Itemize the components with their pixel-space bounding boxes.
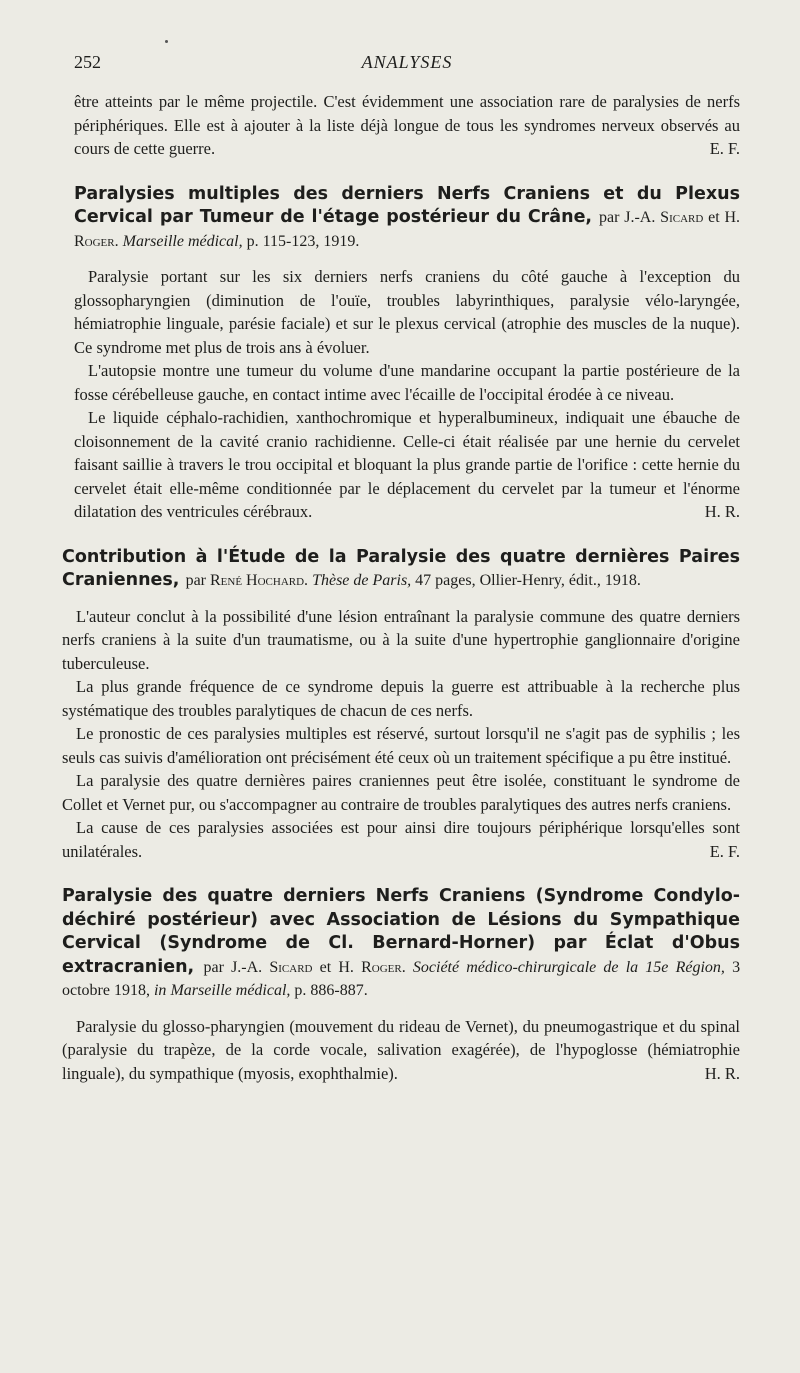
article-paragraph: La cause de ces paralysies associées est pour ainsi dire toujours périphérique lorsqu'elles sont unilatérales. E. F. <box>62 816 740 863</box>
article-title <box>74 183 740 254</box>
article-sicard-roger-eclat-obus <box>62 885 740 1085</box>
author-name: René Hochard. <box>210 572 309 589</box>
author-name: Sicard <box>269 958 313 976</box>
author-name: Roger. <box>74 232 119 250</box>
article-signature: E. F. <box>709 841 740 861</box>
article-paragraph: La paralysie des quatre dernières paires craniennes peut être isolée, constituant le syndrome de Collet et Vernet pur, ou s'accompagner au contraire de troubles paralytiques des autres nerfs craniens. <box>62 771 740 814</box>
print-speck <box>165 40 168 43</box>
running-head: ANALYSES <box>361 52 453 72</box>
page-header <box>74 52 740 76</box>
intro-paragraph <box>74 90 740 161</box>
article-paragraph: Le liquide céphalo-rachidien, xanthochromique et hyperalbumineux, indiquait une ébauche de cloisonnement de la cavité cranio rachidienne. Celle-ci était réalisée par une hernie du cervelet faisant saillie à travers le trou occipital et bloquant la plus grande partie de l'orifice : cette hernie du cervelet était elle-même conditionnée par le déplacement du cervelet par la tumeur et l'énorme dilatation des ventricules cérébraux. H. R. <box>74 406 740 524</box>
intro-text: être atteints par le même projectile. C'est évidemment une association rare de paralysies de nerfs périphériques. Elle est à ajouter à la liste déjà longue de tous les syndromes nerveux observés au cours de cette guerre. <box>74 92 740 158</box>
article-signature: H. R. <box>704 502 740 521</box>
article-paragraph: Paralysie du glosso-pharyngien (mouvement du rideau de Vernet), du pneumogastrique et du spinal (paralysie du trapèze, de la corde vocale, salivation exagérée), de l'hypoglosse (hémiatrophie linguale), du sympathique (myosis, exophthalmie). H. R. <box>62 1015 740 1086</box>
article-paragraph: Le pronostic de ces paralysies multiples est réservé, surtout lorsqu'il ne s'agit pas de syphilis ; les seuls cas suivis d'amélioration ont précisément été ceux où un traitement spécifique a pu être institué. <box>62 724 740 767</box>
article-signature: H. R. <box>704 1063 740 1083</box>
article-citation: par J.-A. Sicard et H. Roger. Marseille médical, p. 115-123, 1919. <box>74 209 741 250</box>
journal-name: Marseille médical, <box>170 982 291 999</box>
article-title-text: Paralysie des quatre derniers Nerfs Craniens (Syndrome Condylo-déchiré postérieur) avec Association de Lésions du Sympathique Cervical (Syndrome de Cl. Bernard-Horner) par Éclat d'Obus extracranien, <box>62 886 740 977</box>
article-title <box>62 546 740 593</box>
article-citation: par J.-A. Sicard et H. Roger. Société médico-chirurgicale de la 15e Région, 3 octobre 1918, in Marseille médical, p. 886-887. <box>62 958 741 999</box>
article-paragraph: L'autopsie montre une tumeur du volume d'une mandarine occupant la partie postérieure de la fosse cérébelleuse gauche, en contact intime avec l'écaille de l'occipital érodée à ce niveau. <box>74 361 740 404</box>
society-name: Société médico-chirurgicale de la 15e Région, <box>412 958 725 976</box>
article-paragraph: L'auteur conclut à la possibilité d'une lésion entraînant la paralysie commune des quatre derniers nerfs craniens à la suite d'un traumatisme, ou à la suite d'une hypertrophie ganglionnaire d'origine tuberculeuse. <box>62 606 740 673</box>
intro-signature: E. F. <box>709 139 740 158</box>
page-number: 252 <box>74 52 101 72</box>
article-paragraph: La plus grande fréquence de ce syndrome depuis la guerre est attribuable à la recherche plus systématique des troubles paralytiques de chacun de ces nerfs. <box>62 677 740 720</box>
page-content <box>62 90 741 1085</box>
article-title <box>62 885 740 1003</box>
journal-name: Marseille médical, <box>122 232 243 250</box>
article-hochard-these <box>62 546 740 864</box>
article-sicard-roger-tumeur <box>74 183 740 524</box>
thesis-name: Thèse de Paris, <box>312 572 412 589</box>
article-title-text: Paralysies multiples des derniers Nerfs Craniens et du Plexus Cervical par Tumeur de l'étage postérieur du Crâne, <box>74 183 740 227</box>
article-title-text: Contribution à l'Étude de la Paralysie des quatre dernières Paires Craniennes, <box>62 546 740 590</box>
author-name: Sicard <box>660 209 704 226</box>
author-name: Roger. <box>361 958 406 976</box>
article-citation: par René Hochard. Thèse de Paris, 47 pages, Ollier-Henry, édit., 1918. <box>185 572 641 589</box>
article-paragraph: Paralysie portant sur les six derniers nerfs craniens du côté gauche à l'exception du glossopharyngien (diminution de l'ouïe, troubles labyrinthiques, paralysie vélo-laryngée, hémiatrophie linguale, parésie faciale) et sur le plexus cervical (atrophie des muscles de la nuque). Ce syndrome met plus de trois ans à évoluer. <box>74 267 740 357</box>
